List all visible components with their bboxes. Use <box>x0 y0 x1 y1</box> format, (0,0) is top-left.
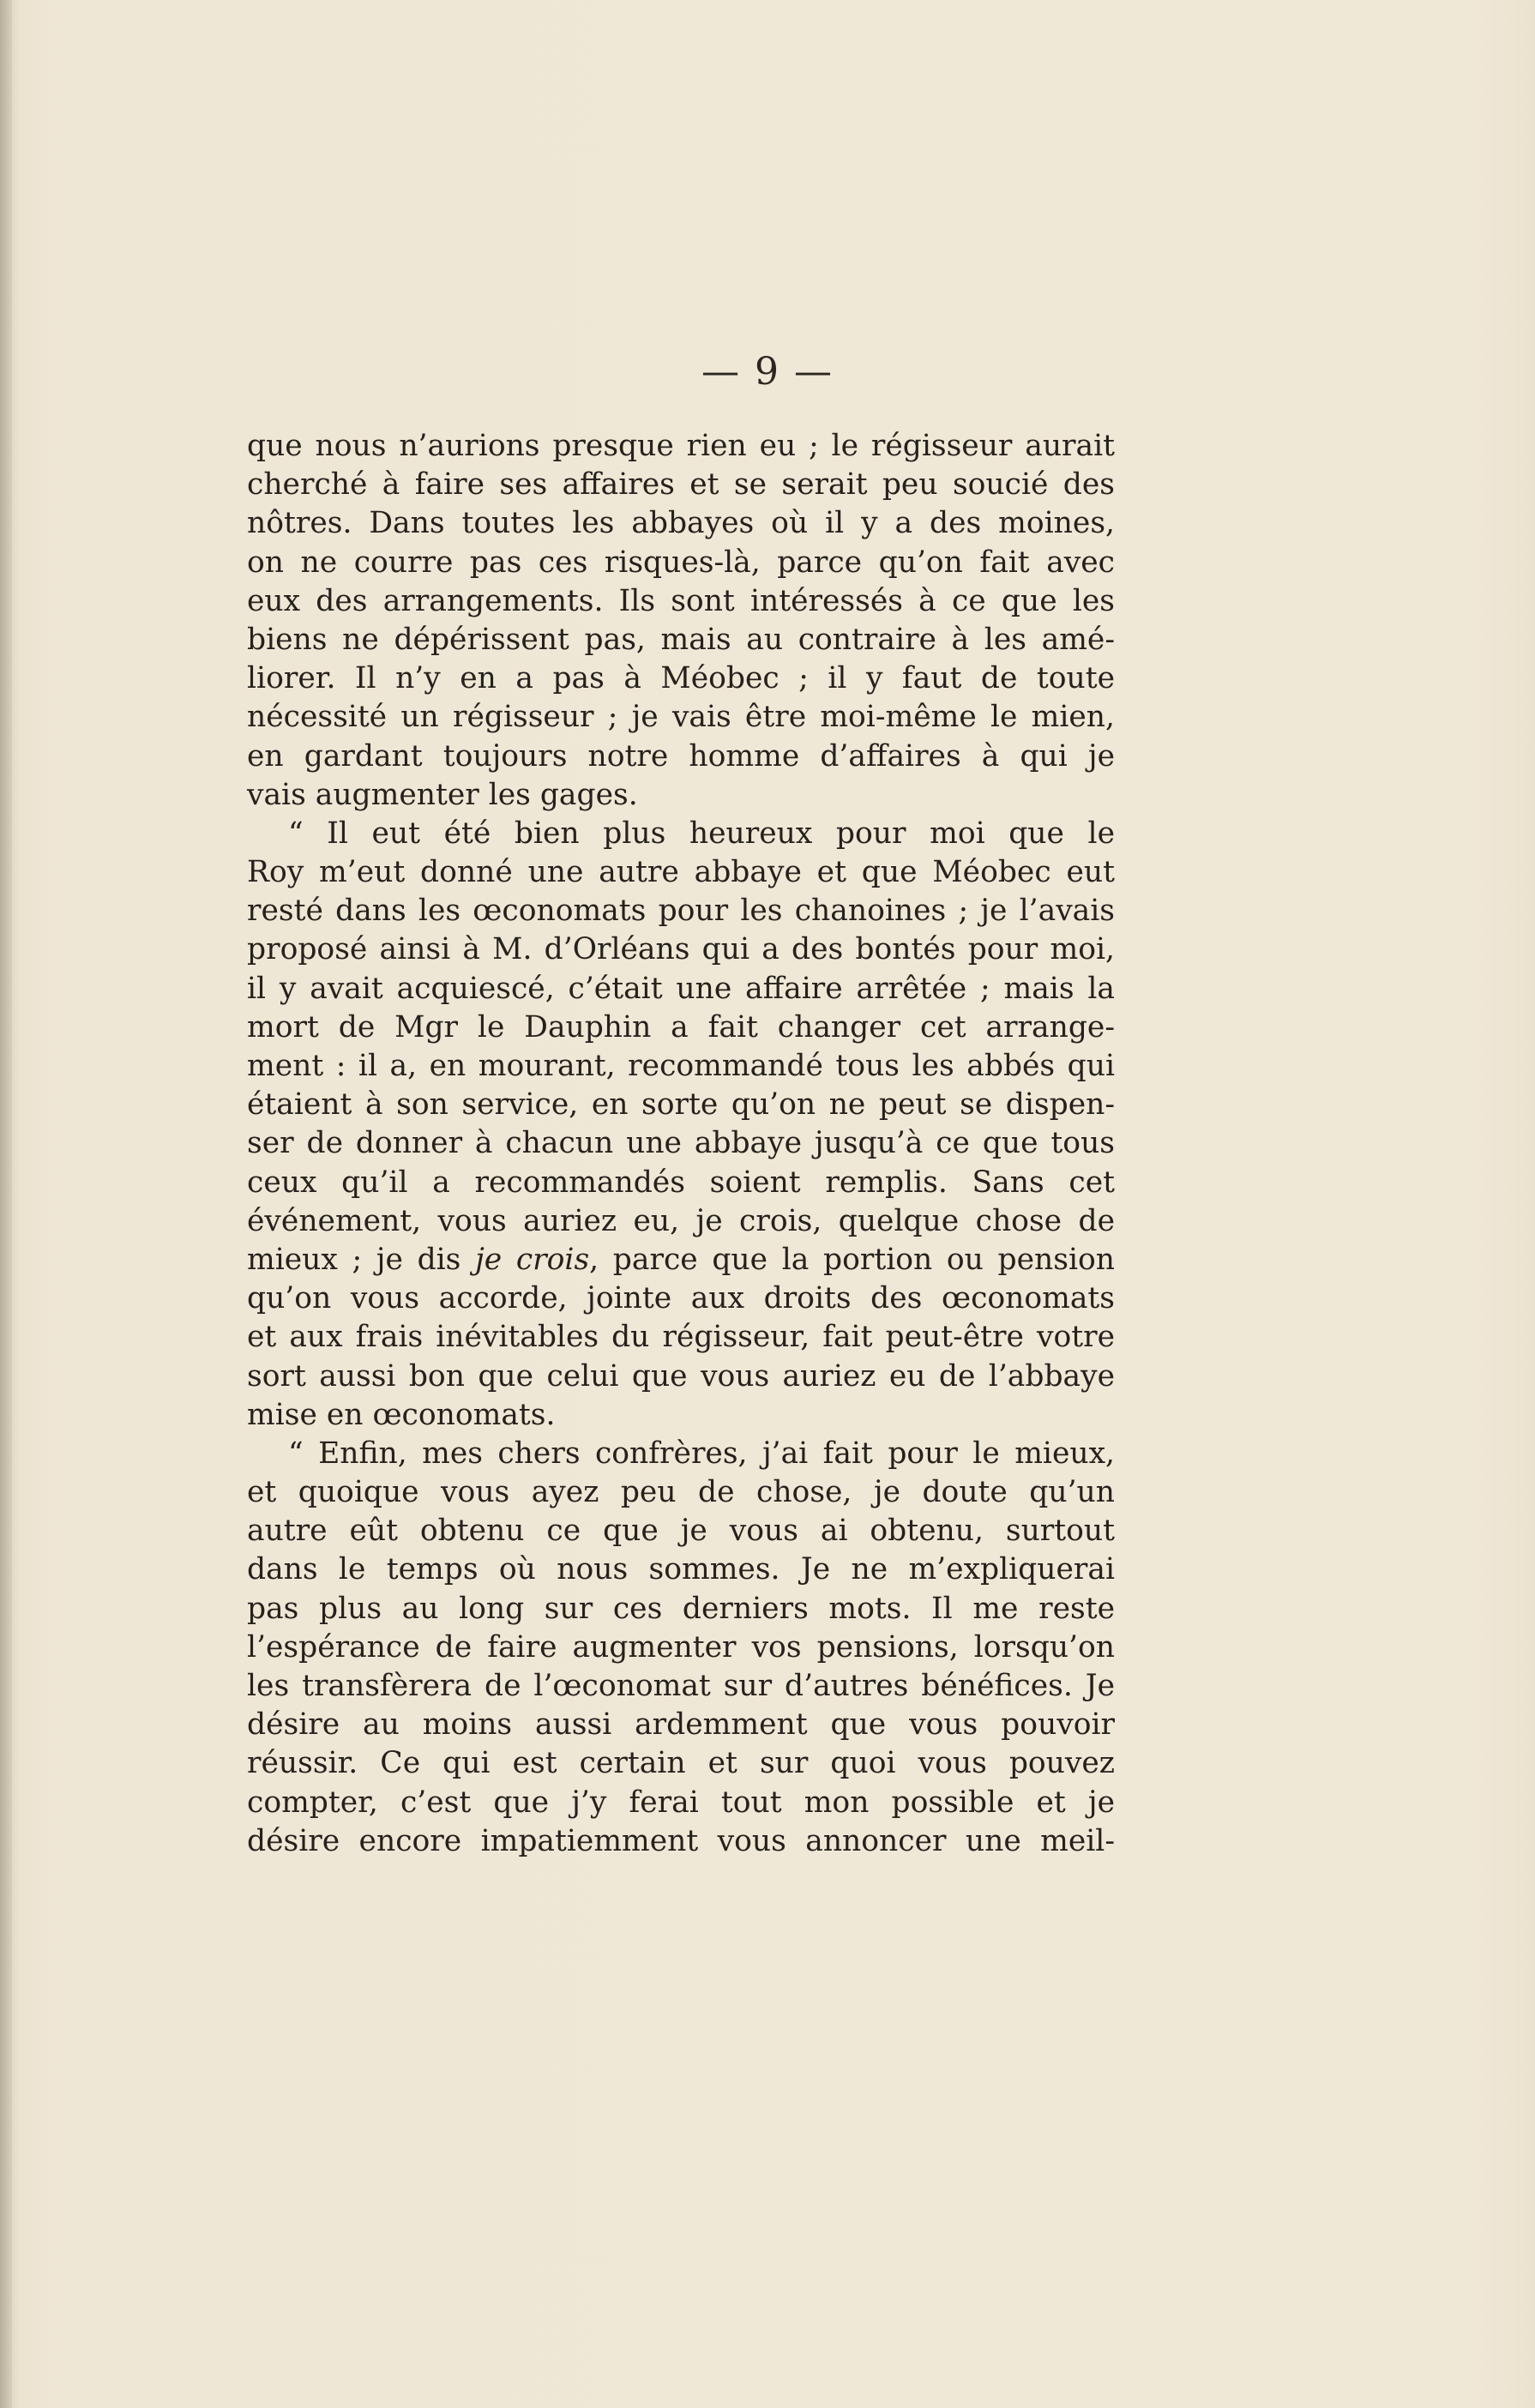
text-line: événement, vous auriez eu, je crois, quelque chose de <box>247 1203 1115 1238</box>
text-line: désire au moins aussi ardemment que vous pouvoir <box>247 1707 1115 1743</box>
text-line: ser de donner à chacun une abbaye jusqu’à ce que tous <box>247 1126 1115 1161</box>
text-line: pas plus au long sur ces derniers mots. Il me reste <box>247 1591 1115 1626</box>
text-line: autre eût obtenu ce que je vous ai obtenu, surtout <box>247 1514 1115 1549</box>
text-line: nécessité un régisseur ; je vais être moi-même le mien, <box>247 700 1115 735</box>
body-text <box>247 427 1115 1861</box>
text-line: compter, c’est que j’y ferai tout mon possible et je <box>247 1785 1115 1820</box>
text-line: désire encore impatiemment vous annoncer une meil- <box>247 1823 1115 1858</box>
text-line: biens ne dépérissent pas, mais au contraire à les amé- <box>247 622 1115 657</box>
text-line: en gardant toujours notre homme d’affaires à qui je <box>247 738 1115 774</box>
text-line: et quoique vous ayez peu de chose, je doute qu’un <box>247 1475 1115 1510</box>
text-line: que nous n’aurions presque rien eu ; le régisseur aurait <box>247 429 1115 463</box>
text-line: cherché à faire ses affaires et se serait peu soucié des <box>247 467 1115 503</box>
page-number: — 9 — <box>701 350 834 394</box>
text-line: il y avait acquiescé, c’était une affaire arrêtée ; mais la <box>247 971 1115 1006</box>
text-line: liorer. Il n’y en a pas à Méobec ; il y faut de toute <box>247 661 1115 696</box>
text-line: ceux qu’il a recommandés soient remplis. Sans cet <box>247 1165 1115 1200</box>
text-line: et aux frais inévitables du régisseur, fait peut-être votre <box>247 1320 1115 1355</box>
text-line: vais augmenter les gages. <box>247 777 638 812</box>
text-line: on ne courre pas ces risques-là, parce qu’on fait avec <box>247 545 1115 580</box>
text-line: mise en œconomats. <box>247 1397 556 1432</box>
text-line: sort aussi bon que celui que vous auriez eu de l’abbaye <box>247 1358 1115 1394</box>
text-line: qu’on vous accorde, jointe aux droits des œconomats <box>247 1281 1115 1316</box>
text-line: l’espérance de faire augmenter vos pensions, lorsqu’on <box>247 1629 1115 1665</box>
text-line: nôtres. Dans toutes les abbayes où il y a des moines, <box>247 506 1115 541</box>
text-line: resté dans les œconomats pour les chanoines ; je l’avais <box>247 894 1115 929</box>
text-line: eux des arrangements. Ils sont intéressés à ce que les <box>247 583 1115 618</box>
text-line: les transfèrera de l’œconomat sur d’autres bénéfices. Je <box>247 1669 1115 1703</box>
text-line: étaient à son service, en sorte qu’on ne peut se dispen- <box>247 1087 1115 1123</box>
text-line: mort de Mgr le Dauphin a fait changer cet arrange- <box>247 1009 1115 1044</box>
text-line: “ Enfin, mes chers confrères, j’ai fait pour le mieux, <box>288 1436 1115 1471</box>
text-line: proposé ainsi à M. d’Orléans qui a des bontés pour moi, <box>247 932 1115 967</box>
text-line: mieux ; je dis je crois, parce que la portion ou pension <box>247 1242 1115 1277</box>
text-line: “ Il eut été bien plus heureux pour moi que le <box>288 816 1115 851</box>
text-line: réussir. Ce qui est certain et sur quoi vous pouvez <box>247 1746 1115 1781</box>
text-line: Roy m’eut donné une autre abbaye et que Méobec eut <box>247 855 1115 890</box>
text-line: dans le temps où nous sommes. Je ne m’expliquerai <box>247 1552 1115 1587</box>
text-line: ment : il a, en mourant, recommandé tous les abbés qui <box>247 1049 1115 1083</box>
